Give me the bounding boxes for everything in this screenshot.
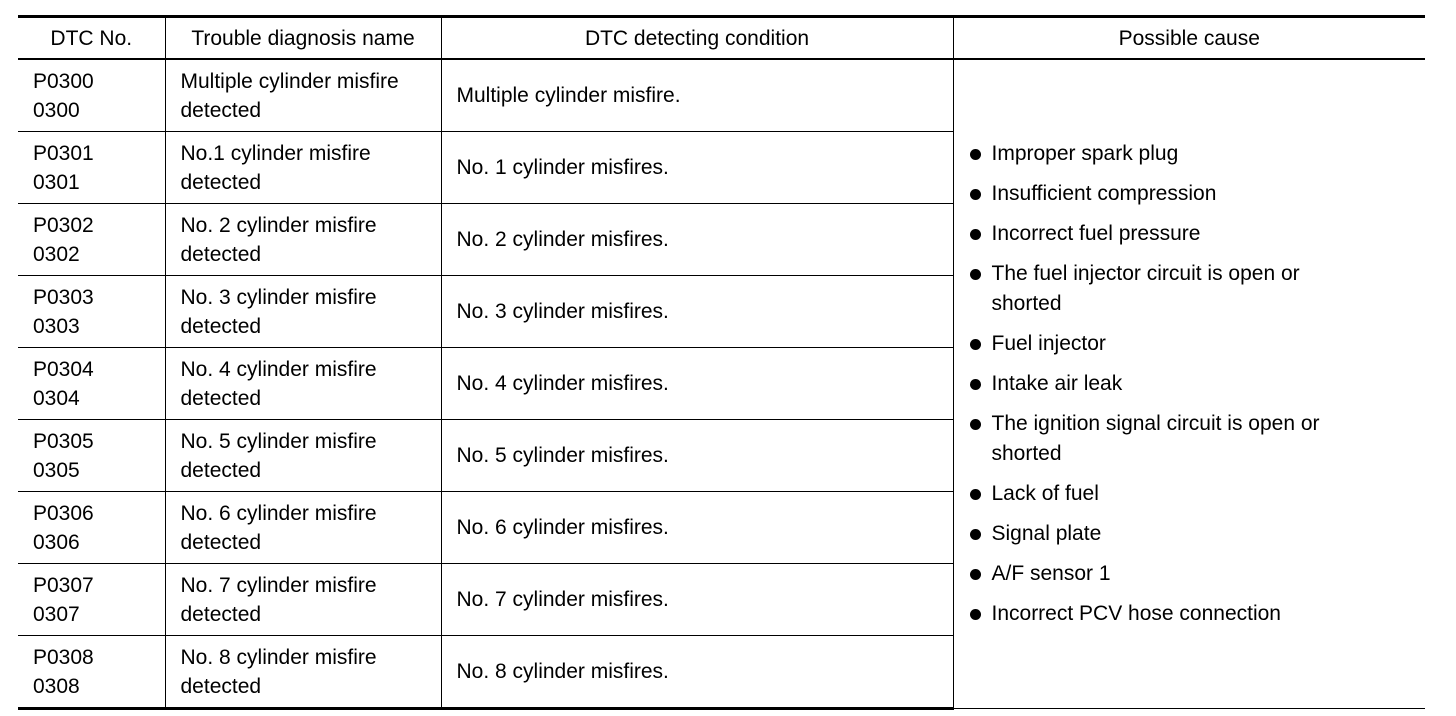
header-trouble-diagnosis-name: Trouble diagnosis name xyxy=(165,17,441,60)
dtc-code-cell xyxy=(18,204,165,276)
dtc-code-cell xyxy=(18,132,165,204)
dtc-code-short: 0305 xyxy=(33,458,80,482)
diagnosis-name-cell xyxy=(165,420,441,492)
diagnosis-name-cell xyxy=(165,132,441,204)
dtc-code-cell xyxy=(18,636,165,709)
diagnosis-name-cell xyxy=(165,348,441,420)
cause-item: Intake air leak xyxy=(968,369,1418,399)
detecting-condition: No. 7 cylinder misfires. xyxy=(441,564,953,636)
cause-item: Improper spark plug xyxy=(968,139,1418,169)
dtc-code-short: 0303 xyxy=(33,314,80,338)
bullet-icon xyxy=(970,189,981,200)
bullet-icon xyxy=(970,569,981,580)
dtc-table xyxy=(18,15,1425,710)
bullet-icon xyxy=(970,339,981,350)
diagnosis-name-cont: detected xyxy=(180,314,262,338)
detecting-condition: No. 6 cylinder misfires. xyxy=(441,492,953,564)
cause-item: The ignition signal circuit is open or shorted xyxy=(968,409,1418,469)
diagnosis-name-cell xyxy=(165,636,441,709)
dtc-code-cell xyxy=(18,564,165,636)
bullet-icon xyxy=(970,489,981,500)
detecting-condition: Multiple cylinder misfire. xyxy=(441,59,953,132)
diagnosis-name-cont: detected xyxy=(180,530,262,554)
diagnosis-name-cell xyxy=(165,276,441,348)
bullet-icon xyxy=(970,609,981,620)
diagnosis-name-cont: detected xyxy=(180,602,262,626)
diagnosis-name-cont: detected xyxy=(180,170,262,194)
dtc-code: P0300 xyxy=(33,69,94,93)
detecting-condition: No. 3 cylinder misfires. xyxy=(441,276,953,348)
diagnosis-name-cont: detected xyxy=(180,242,262,266)
possible-cause-cell xyxy=(953,59,1425,709)
diagnosis-name: Multiple cylinder misfire xyxy=(180,69,399,93)
cause-item: Incorrect PCV hose connection xyxy=(968,599,1418,629)
dtc-code: P0301 xyxy=(33,141,94,165)
cause-item: Fuel injector xyxy=(968,329,1418,359)
bullet-icon xyxy=(970,379,981,390)
dtc-code: P0303 xyxy=(33,285,94,309)
dtc-code: P0306 xyxy=(33,501,94,525)
detecting-condition: No. 8 cylinder misfires. xyxy=(441,636,953,709)
dtc-code-cell xyxy=(18,420,165,492)
diagnosis-name: No. 3 cylinder misfire xyxy=(180,285,377,309)
table-header-row xyxy=(18,17,1425,60)
diagnosis-name-cont: detected xyxy=(180,386,262,410)
header-dtc-no: DTC No. xyxy=(18,17,165,60)
possible-cause-list xyxy=(968,139,1418,629)
dtc-code-cell xyxy=(18,59,165,132)
diagnosis-name-cell xyxy=(165,564,441,636)
dtc-code: P0305 xyxy=(33,429,94,453)
dtc-code-cell xyxy=(18,276,165,348)
diagnosis-name-cell xyxy=(165,492,441,564)
diagnosis-name-cont: detected xyxy=(180,674,262,698)
diagnosis-name: No. 6 cylinder misfire xyxy=(180,501,377,525)
diagnosis-name: No. 2 cylinder misfire xyxy=(180,213,377,237)
detecting-condition: No. 1 cylinder misfires. xyxy=(441,132,953,204)
dtc-code-short: 0308 xyxy=(33,674,80,698)
dtc-code-short: 0300 xyxy=(33,98,80,122)
dtc-code-cell xyxy=(18,492,165,564)
detecting-condition: No. 2 cylinder misfires. xyxy=(441,204,953,276)
detecting-condition: No. 4 cylinder misfires. xyxy=(441,348,953,420)
bullet-icon xyxy=(970,229,981,240)
detecting-condition: No. 5 cylinder misfires. xyxy=(441,420,953,492)
diagnosis-name-cont: detected xyxy=(180,458,262,482)
dtc-code: P0308 xyxy=(33,645,94,669)
dtc-code: P0302 xyxy=(33,213,94,237)
dtc-code-short: 0302 xyxy=(33,242,80,266)
header-possible-cause: Possible cause xyxy=(953,17,1425,60)
header-dtc-detecting-condition: DTC detecting condition xyxy=(441,17,953,60)
table-row xyxy=(18,59,1425,132)
diagnosis-name-cell xyxy=(165,59,441,132)
cause-item: The fuel injector circuit is open or shorted xyxy=(968,259,1418,319)
bullet-icon xyxy=(970,529,981,540)
diagnosis-name-cont: detected xyxy=(180,98,262,122)
dtc-code: P0307 xyxy=(33,573,94,597)
cause-item: Incorrect fuel pressure xyxy=(968,219,1418,249)
diagnosis-name: No. 7 cylinder misfire xyxy=(180,573,377,597)
diagnosis-name: No.1 cylinder misfire xyxy=(180,141,371,165)
diagnosis-name: No. 8 cylinder misfire xyxy=(180,645,377,669)
bullet-icon xyxy=(970,419,981,430)
bullet-icon xyxy=(970,149,981,160)
dtc-code: P0304 xyxy=(33,357,94,381)
cause-item: Insufficient compression xyxy=(968,179,1418,209)
dtc-code-cell xyxy=(18,348,165,420)
dtc-code-short: 0301 xyxy=(33,170,80,194)
dtc-code-short: 0304 xyxy=(33,386,80,410)
dtc-code-short: 0306 xyxy=(33,530,80,554)
cause-item: Lack of fuel xyxy=(968,479,1418,509)
cause-item: Signal plate xyxy=(968,519,1418,549)
bullet-icon xyxy=(970,269,981,280)
diagnosis-name: No. 5 cylinder misfire xyxy=(180,429,377,453)
diagnosis-name: No. 4 cylinder misfire xyxy=(180,357,377,381)
cause-item: A/F sensor 1 xyxy=(968,559,1418,589)
dtc-code-short: 0307 xyxy=(33,602,80,626)
diagnosis-name-cell xyxy=(165,204,441,276)
